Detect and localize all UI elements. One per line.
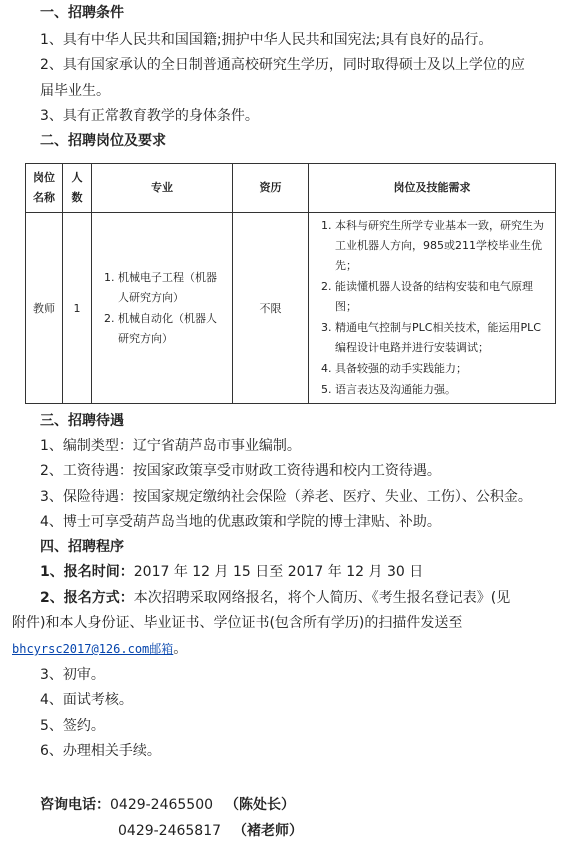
contact-phone-1: 0429-2465500 [110,797,214,813]
section4-title: 四、招聘程序 [40,539,124,555]
email-suffix: 。 [173,641,188,657]
contact-phone-2: 0429-2465817 [118,823,222,839]
signup-method-line1: 本次招聘采取网络报名，将个人简历、《考生报名登记表》(见 [133,590,511,606]
major-item: 2. 机械自动化（机器人研究方向） [118,309,226,349]
section2-title: 二、招聘岗位及要求 [40,133,166,149]
section1-item-3: 3、具有正常教育教学的身体条件。 [40,108,259,124]
section3-item-2: 2、工资待遇：按国家政策享受市财政工资待遇和校内工资待遇。 [40,463,441,479]
cell-position: 教师 [26,213,63,404]
section1-title: 一、招聘条件 [40,5,124,21]
header-major: 专业 [92,164,233,213]
section1-item-1: 1、具有中华人民共和国国籍;拥护中华人民共和国宪法;具有良好的品行。 [40,32,493,48]
cell-skills [309,213,556,404]
table-row [26,213,556,404]
section4-item-1 [40,563,423,581]
section3-title: 三、招聘待遇 [40,413,124,429]
section1-item-2-cont: 届毕业生。 [40,83,110,99]
section3-item-1: 1、编制类型：辽宁省葫芦岛市事业编制。 [40,438,301,454]
header-degree: 资历 [233,164,309,213]
section1-item-2: 2、具有国家承认的全日制普通高校研究生学历，同时取得硕士及以上学位的应 [40,57,525,73]
cell-count: 1 [63,213,92,404]
section3-item-3: 3、保险待遇：按国家规定缴纳社会保险（养老、医疗、失业、工伤）、公积金。 [40,489,532,505]
email-line [12,640,187,658]
header-skills: 岗位及技能需求 [309,164,556,213]
header-count-line2: 数 [71,191,83,204]
contact-person-1: （陈处长） [225,797,296,813]
contact-line-2 [118,822,303,840]
skill-item: 3. 精通电气控制与PLC相关技术，能运用PLC编程设计电路并进行安装调试； [335,318,547,358]
section4-item-6: 6、办理相关手续。 [40,743,161,759]
header-position [26,164,63,213]
contact-person-2: （褚老师） [233,823,304,839]
table-header-row [26,164,556,213]
skill-item: 1. 本科与研究生所学专业基本一致，研究生为工业机器人方向，985或211学校毕业生优先； [335,216,547,276]
signup-time-label: 1、报名时间： [40,564,134,580]
cell-majors [92,213,233,404]
section4-item-5: 5、签约。 [40,718,105,734]
contact-line-1 [40,796,295,814]
signup-time-value: 2017 年 12 月 15 日至 2017 年 12 月 30 日 [133,564,424,580]
section4-item-2 [40,589,510,607]
section3-item-4: 4、博士可享受葫芦岛当地的优惠政策和学院的博士津贴、补助。 [40,514,441,530]
major-item: 1. 机械电子工程（机器人研究方向） [118,268,226,308]
email-link[interactable]: bhcyrsc2017@126.com邮箱 [12,642,174,656]
section4-item-4: 4、面试考核。 [40,692,133,708]
header-position-line1: 岗位 [33,171,55,184]
signup-method-line2: 附件)和本人身份证、毕业证书、学位证书(包含所有学历)的扫描件发送至 [12,615,463,631]
skill-item: 5. 语言表达及沟通能力强。 [335,380,547,400]
section4-item-3: 3、初审。 [40,667,105,683]
signup-method-label: 2、报名方式： [40,590,134,606]
header-count-line1: 人 [71,171,83,184]
cell-degree: 不限 [233,213,309,404]
skill-item: 4. 具备较强的动手实践能力； [335,359,547,379]
contact-label: 咨询电话： [40,797,110,813]
header-position-line2: 名称 [33,191,55,204]
skill-item: 2. 能读懂机器人设备的结构安装和电气原理图； [335,277,547,317]
header-count [63,164,92,213]
positions-table [25,163,556,404]
